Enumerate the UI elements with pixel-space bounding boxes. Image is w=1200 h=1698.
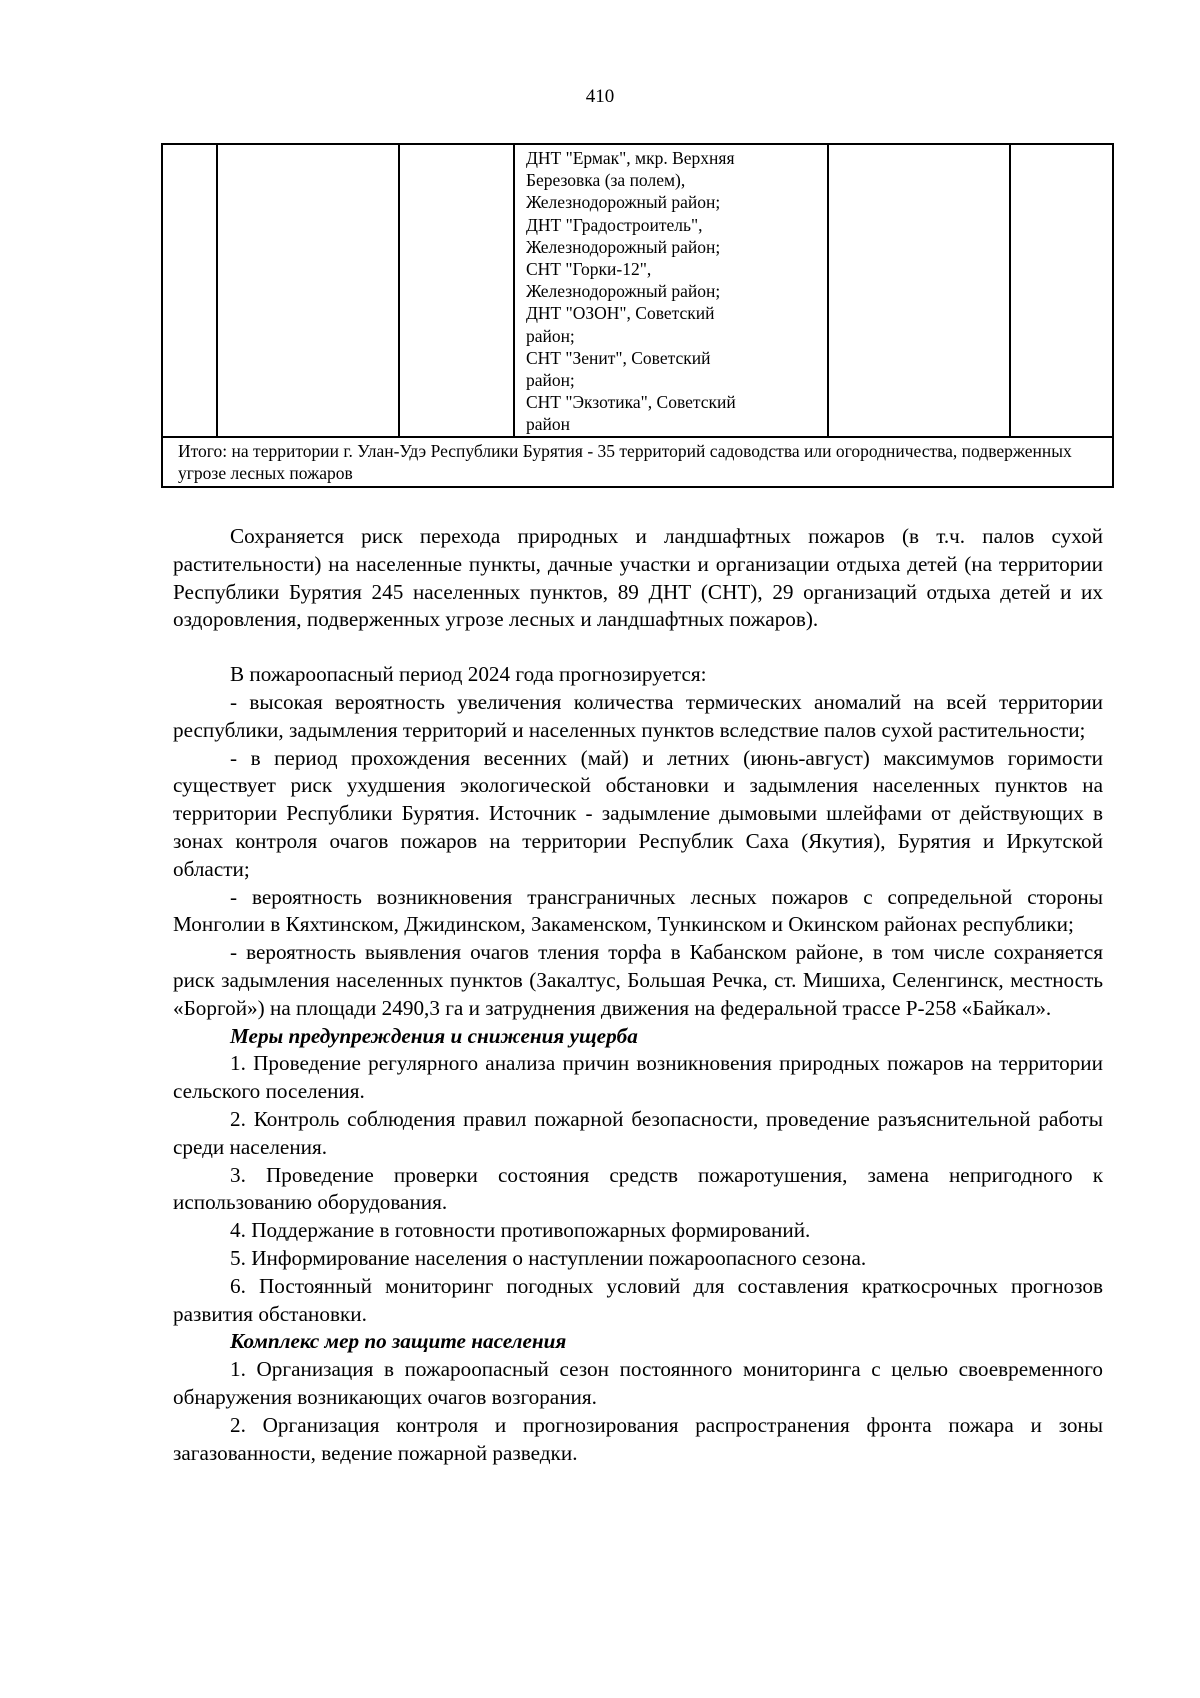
territory-line: СНТ "Зенит", Советский <box>525 347 711 368</box>
table-cell-empty <box>162 144 217 437</box>
measures-item: 4. Поддержание в готовности противопожарных формирований. <box>230 1218 811 1243</box>
forecast-item: - вероятность выявления очагов тления торфа в Кабанском районе, в том числе сохраняется риск задымления населенных пунктов (Закалтус, Большая Речка, ст. Мишиха, Селенгинск, местность «Боргой») на площади 2490,3 га и затруднения движения на федеральной трассе Р-258 «Байкал». <box>173 940 1103 1020</box>
territory-line: район <box>525 414 570 435</box>
territory-line: СНТ "Горки-12", <box>525 259 652 280</box>
forecast-item: - в период прохождения весенних (май) и летних (июнь-август) максимумов горимости существует риск ухудшения экологической обстановки и задымления населенных пунктов на территории Республики Бурятия. Источник - задымление дымовыми шлейфами от действующих в зонах контроля очагов пожаров на территории Республик Саха (Якутия), Бурятия и Иркутской области; <box>173 745 1103 881</box>
table-total-row <box>162 437 1113 487</box>
territory-line: район; <box>525 370 575 391</box>
document-body <box>173 523 1103 1467</box>
territory-line: Березовка (за полем), <box>525 170 686 191</box>
measures-item: 5. Информирование населения о наступлении пожароопасного сезона. <box>230 1245 867 1270</box>
measures-item: 3. Проведение проверки состояния средств пожаротушения, замена непригодного к использованию оборудования. <box>173 1162 1103 1215</box>
page-number: 410 <box>585 86 615 107</box>
territory-line: Железнодорожный район; <box>525 192 721 213</box>
table-row <box>162 144 1113 437</box>
protection-item: 2. Организация контроля и прогнозирования распространения фронта пожара и зоны загазованности, ведение пожарной разведки. <box>173 1412 1103 1465</box>
territory-line: Железнодорожный район; <box>525 281 721 302</box>
protection-item: 1. Организация в пожароопасный сезон постоянного мониторинга с целью своевременного обнаружения возникающих очагов возгорания. <box>173 1357 1103 1409</box>
forecast-item: - высокая вероятность увеличения количества термических аномалий на всей территории республики, задымления территорий и населенных пунктов вследствие палов сухой растительности; <box>173 689 1103 742</box>
forecast-intro: В пожароопасный период 2024 года прогнозируется: <box>230 662 707 687</box>
measures-item: 2. Контроль соблюдения правил пожарной безопасности, проведение разъяснительной работы среди населения. <box>173 1106 1103 1159</box>
table-cell-territories <box>514 144 828 437</box>
table-total-cell: Итого: на территории г. Улан-Удэ Республики Бурятия - 35 территорий садоводства или огородничества, подверженных угрозе лесных пожаров <box>162 437 1113 487</box>
table-cell-empty <box>828 144 1010 437</box>
territory-line: СНТ "Экзотика", Советский <box>525 392 736 413</box>
measures-item: 6. Постоянный мониторинг погодных условий для составления краткосрочных прогнозов развития обстановки. <box>173 1273 1103 1326</box>
territory-line: Железнодорожный район; <box>525 236 721 257</box>
measures-item: 1. Проведение регулярного анализа причин возникновения природных пожаров на территории сельского поселения. <box>173 1051 1103 1104</box>
territory-line: ДНТ "ОЗОН", Советский <box>525 303 715 324</box>
table-cell-empty <box>217 144 399 437</box>
risk-paragraph: Сохраняется риск перехода природных и ландшафтных пожаров (в т.ч. палов сухой растительности) на населенные пункты, дачные участки и организации отдыха детей (на территории Республики Бурятия 245 населенных пунктов, 89 ДНТ (СНТ), 29 организаций отдыха детей и их оздоровления, подверженных угрозе лесных и ландшафтных пожаров). <box>173 524 1103 632</box>
territory-line: ДНТ "Ермак", мкр. Верхняя <box>525 148 735 168</box>
territories-table <box>161 143 1114 488</box>
forecast-item: - вероятность возникновения трансграничных лесных пожаров с сопредельной стороны Монголии в Кяхтинском, Джидинском, Закаменском, Тункинском и Окинском районах республики; <box>173 884 1103 937</box>
territory-line: ДНТ "Градостроитель", <box>525 214 703 235</box>
table-cell-empty <box>399 144 514 437</box>
measures-heading: Меры предупреждения и снижения ущерба <box>230 1023 638 1048</box>
protection-heading: Комплекс мер по защите населения <box>230 1329 567 1354</box>
table-cell-empty <box>1010 144 1114 437</box>
territory-line: район; <box>525 325 575 346</box>
